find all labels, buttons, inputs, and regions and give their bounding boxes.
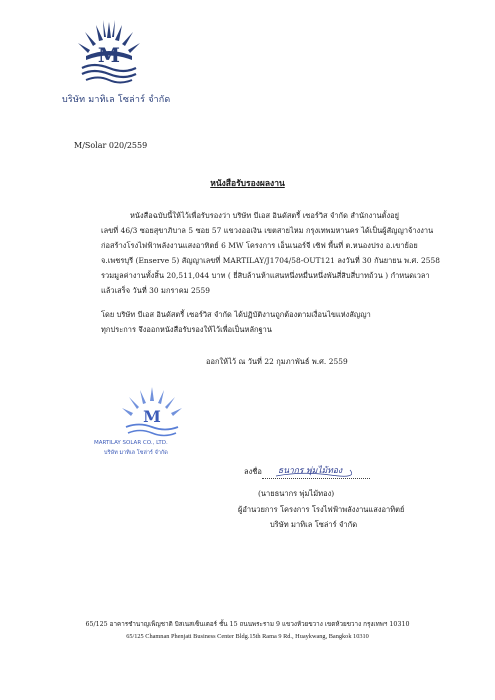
reference-number: M/Solar 020/2559: [74, 141, 148, 150]
company-name-header: บริษัท มาทิเล โซล่าร์ จำกัด: [62, 95, 171, 105]
body-line: หนังสือฉบับนี้ให้ไว้เพื่อรับรองว่า บริษัท บีเอส อินดัสตรี้ เซอร์วิส จำกัด สำนักงานตั้งอยู่: [130, 211, 399, 220]
signer-position: ผู้อำนวยการ โครงการ โรงไฟฟ้าพลังงานแสงอาทิตย์: [238, 505, 405, 514]
body-line: ก่อสร้างโรงไฟฟ้าพลังงานแสงอาทิตย์ 6 MW โครงการ เอ็นเนอร์จี เซิฟ พื้นที่ ต.หนองปรง อ.เขาย้อย: [101, 241, 418, 250]
footer-address-thai: 65/125 อาคารชำนาญเพ็ญชาติ บิสเนสเซ็นเตอร์ ชั้น 15 ถนนพระราม 9 แขวงห้วยขวาง เขตห้วยขวาง กรุงเทพฯ 10310: [85, 621, 410, 628]
body-line: จ.เพชรบุรี (Enserve 5) สัญญาเลขที่ MARTILAY/J1704/58-OUT121 ลงวันที่ 30 กันยายน พ.ศ. 2558: [101, 256, 441, 265]
body-line: แล้วเสร็จ วันที่ 30 มกราคม 2559: [101, 286, 211, 295]
stamp-letter: M: [143, 407, 161, 426]
company-stamp-icon: [112, 384, 192, 438]
stamp-thai-text: บริษัท มาทิเล โซล่าร์ จำกัด: [104, 450, 168, 456]
body-line: ทุกประการ จึงออกหนังสือรับรองให้ไว้เพื่อเป็นหลักฐาน: [101, 325, 272, 334]
signature-label: ลงชื่อ: [244, 467, 262, 476]
handwritten-signature: [272, 458, 352, 480]
logo-letter: M: [97, 43, 121, 67]
stamp-english-text: MARTILAY SOLAR CO., LTD.: [94, 440, 168, 446]
document-title: หนังสือรับรองผลงาน: [210, 179, 285, 189]
body-line: รวมมูลค่างานทั้งสิ้น 20,511,044 บาท ( ยี่สิบล้านห้าแสนหนึ่งหมื่นหนึ่งพันสี่สิบสี่บาทถ้วน ) กำหนดเวลา: [101, 271, 430, 280]
signer-company: บริษัท มาทิเล โซล่าร์ จำกัด: [270, 520, 358, 529]
signature-handwriting: ธนากร พุ่มไม้ทอง: [278, 466, 343, 476]
signer-name: (นายธนากร พุ่มไม้ทอง): [258, 489, 335, 498]
issue-date: ออกให้ไว้ ณ วันที่ 22 กุมภาพันธ์ พ.ศ. 2559: [206, 357, 348, 366]
signature-line: [262, 478, 370, 479]
company-logo-icon: [74, 18, 144, 84]
footer-address-english: 65/125 Chamnan Phenjati Business Center Bldg.15th Rama 9 Rd., Huaykwang, Bangkok 10310: [126, 633, 369, 640]
body-line: โดย บริษัท บีเอส อินดัสตรี้ เซอร์วิส จำกัด ได้ปฏิบัติงานถูกต้องตามเงื่อนไขแห่งสัญญา: [101, 310, 371, 319]
body-line: เลขที่ 46/3 ซอยสุขาภิบาล 5 ซอย 57 แขวงออเงิน เขตสายไหม กรุงเทพมหานคร ได้เป็นผู้สัญญาจ้างงาน: [101, 226, 434, 235]
